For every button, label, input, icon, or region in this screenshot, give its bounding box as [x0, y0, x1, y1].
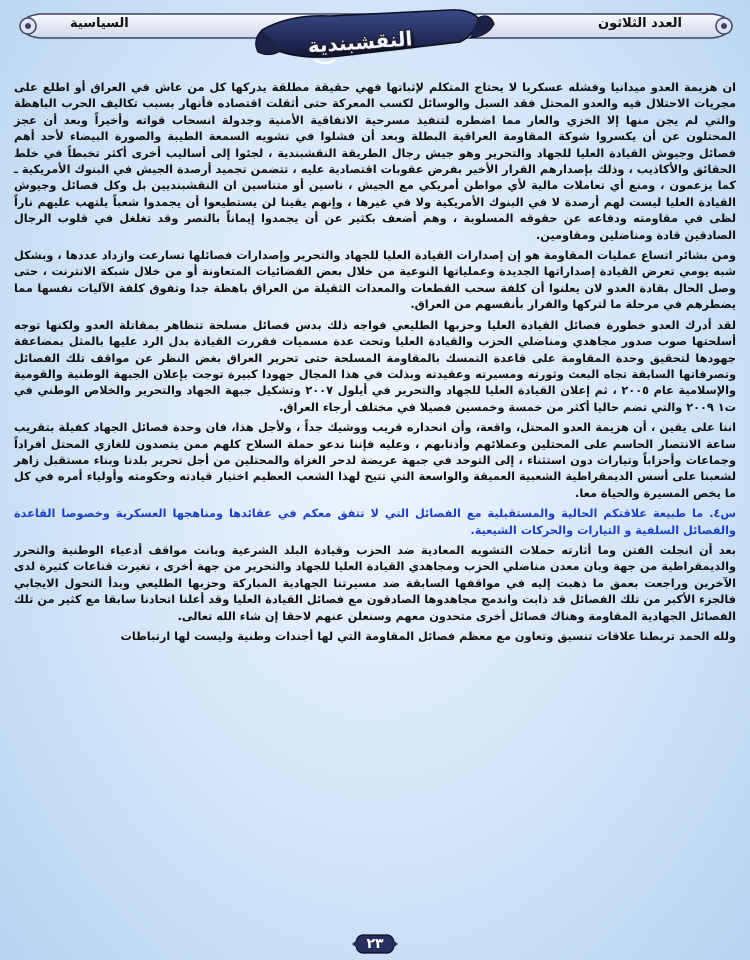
page-header: [0, 0, 750, 80]
page-number-badge: [352, 932, 398, 956]
article-paragraph-6: ولله الحمد تربطنا علاقات تنسيق وتعاون مع معظم فصائل المقاومة التي لها أجندات وطنية وليست لها ارتباطات: [120, 630, 736, 643]
article-paragraph-2: ومن بشائر اتساع عمليات المقاومة هو إن إصدارات القيادة العليا للجهاد والتحرير وإصدارات فصائلها تسارعت وازداد عددها ، وبشكل شبه يومي تعرض القيادة إصداراتها الجديدة وعملياتها النوعية من خلال بعض الفضائيات المتعاونة أو من خلال شبكة الانترنت ، حتى وصل الحال بقادة العدو لان يعلنوا أن كلفة سحب القطعات والمعدات الثقيلة من العراق باهظة جدا وتفوق كلفة الآليات نفسها مما يضطرهم في مرحلة ما لتركها والفرار بأنفسهم من العراق.: [14, 249, 736, 312]
article-paragraph-3: لقد أدرك العدو خطورة فصائل القيادة العليا وحزبها الطليعي فواجه ذلك بدس فصائل مسلحة تتظاهر بمقاتلة العدو ولكنها توجه أسلحتها صوب صدور مجاهدي ومناضلي الحزب والقيادة العليا وتحت عدة مسميات فقررت القيادة بدل الرد عليها بالمثل بمضاعفة جهودها لتحقيق وحدة المقاومة على قاعدة التمسك بالمقاومة المسلحة حتى تحرير العراق بغض النظر عن مواقف تلك الفصائل وتصرفاتها السابقة تجاه البعث وثورته ومسيرته وعقيدته وبذلت في هذا المجال جهودا كبيرة توجت بإعلان الجبهة الوطنية والقومية والإسلامية عام ٢٠٠٥ ، ثم إعلان القيادة العليا للجهاد والتحرير في أيلول ٢٠٠٧ وتشكيل جبهة الجهاد والتحرير والخلاص الوطني في ت١ ٢٠٠٩ والتي تضم حاليا أكثر من خمسة وخمسين فصيلا في مختلف أرجاء العراق.: [14, 318, 737, 414]
article-paragraph-4: اننا على يقين ، أن هزيمة العدو المحتل، واقعة، وأن انحداره قريب ووشيك جداً ، ولأجل هذا، فان وحدة فصائل الجهاد كفيلة بتقريب ساعة الانتصار الحاسم على المحتلين وعملائهم وأذنابهم ، وعليه فإننا ندعو حملة السلاح كلهم ممن يتصدون للغازي المحتل أفراداً وجماعات وأحزاباً وتيارات دون استثناء ، إلى التوحد في جبهة عريضة لدحر الغزاة والمحتلين من أجل تحرير بلدنا وبناء مستقبل زاهر لشعبنا على أسس الديمقراطية الشعبية العميقة والواسعة التي تتيح لهذا الشعب العظيم اختيار قيادته وحكومته وأولياء أمره في كل ما يخص المسيرة والحياة معا.: [14, 421, 736, 500]
article-paragraph-5: بعد أن انجلت الفتن وما أثارته حملات التشويه المعادية ضد الحزب وقيادة البلد الشرعية وبانت مواقف أدعياء الوطنية والتحرر والديمقراطية من جهة وبان معدن مناضلي الحزب ومجاهدي القيادة العليا للجهاد والتحرير من جهة أخرى ، تغيرت قناعات كثيرة لدى الآخرين وراجعت بعمق ما ذهبت إليه في مواقفها السابقة ضد مسيرتنا الجهادية المباركة وحزبها الطليعي وبدأ التحول الايجابي فالجزء الأكبر من تلك الفصائل قد ذابت واندمج مجاهدوها الصادقون مع فصائل القيادة العليا وقد أعلنا اتحادنا سابقا مع كثير من تلك الفصائل الجهادية المقاومة وهناك فصائل أخرى متحدون معهم وسنعلن عنهم لاحقا إن شاء الله تعالى.: [14, 543, 736, 623]
issue-number-label: العدد الثلاثون: [597, 16, 682, 31]
article-body: [14, 80, 736, 649]
interview-question-4: س٤. ما طبيعة علاقتكم الحالية والمستقبلية مع الفصائل التي لا تتفق معكم في عقائدها ومناهجها العسكرية وخصوصا القاعدة والفصائل السلفية و التيارات والحركات الشيعية.: [14, 507, 736, 537]
newspaper-logo-text: النقشبندية: [306, 26, 414, 58]
section-name-label: السياسية: [70, 16, 129, 31]
page-number: ٢٣: [366, 936, 384, 952]
article-paragraph-1: ان هزيمة العدو ميدانيا وفشله عسكريا لا يحتاج المتكلم لإثباتها فهي حقيقة مطلقة يدركها كل من عاش في العراق أو اطلع على مجريات الاحتلال فيه والعدو المحتل فقد السبل والوسائل لكسب المعركة حتى أثقلت اقتصاده فأنهار بسبب تكاليف الحرب الباهظة والتي لم يجن منها إلا الخزي والعار مما اضطره لتنفيذ مسرحية الاتفاقية الأمنية وجدولة انسحاب قواته وأخيراً وبعد أن عجز المحتلون عن أن يكسروا شوكة المقاومة العراقية البطلة وبعد أن فشلوا في تشويه السمعة الطيبة والصورة البيضاء لأحد أهم فصائل وجيوش القيادة العليا للجهاد والتحرير وهو جيش رجال الطريقة النقشبندية ، لجئوا إلى أساليب أخرى أكثر تخبطاً في خلط الحقائق والأكاذيب ، وذلك بإصدارهم القرار الأخير بفرض عقوبات اقتصادية عليه ، تتضمن تجميد أرصدة الجيش في البنوك الأمريكية ـ كما يزعمون ، ومنع أي تعاملات مالية لأي مواطن أمريكي مع الجيش ، ناسين أو متناسين ان النقشبنديين بل وكل فصائل وجيوش القيادة العليا ليست لهم أرصدة لا في البنوك الأمريكية ولا في غيرها ، وإنهم يقينا لن يستطيعوا أن يجمدوا شعباً يلتهب عليهم ناراً لظى في مقاومته ودفاعه عن حقوقه المسلوبة ، وهم أضعف بكثير عن أن يجمدوا إيماناً بالنصر وقد تغلغل في قلوب الرجال الصادقين قادة ومناضلين ومقاومين.: [14, 81, 736, 242]
